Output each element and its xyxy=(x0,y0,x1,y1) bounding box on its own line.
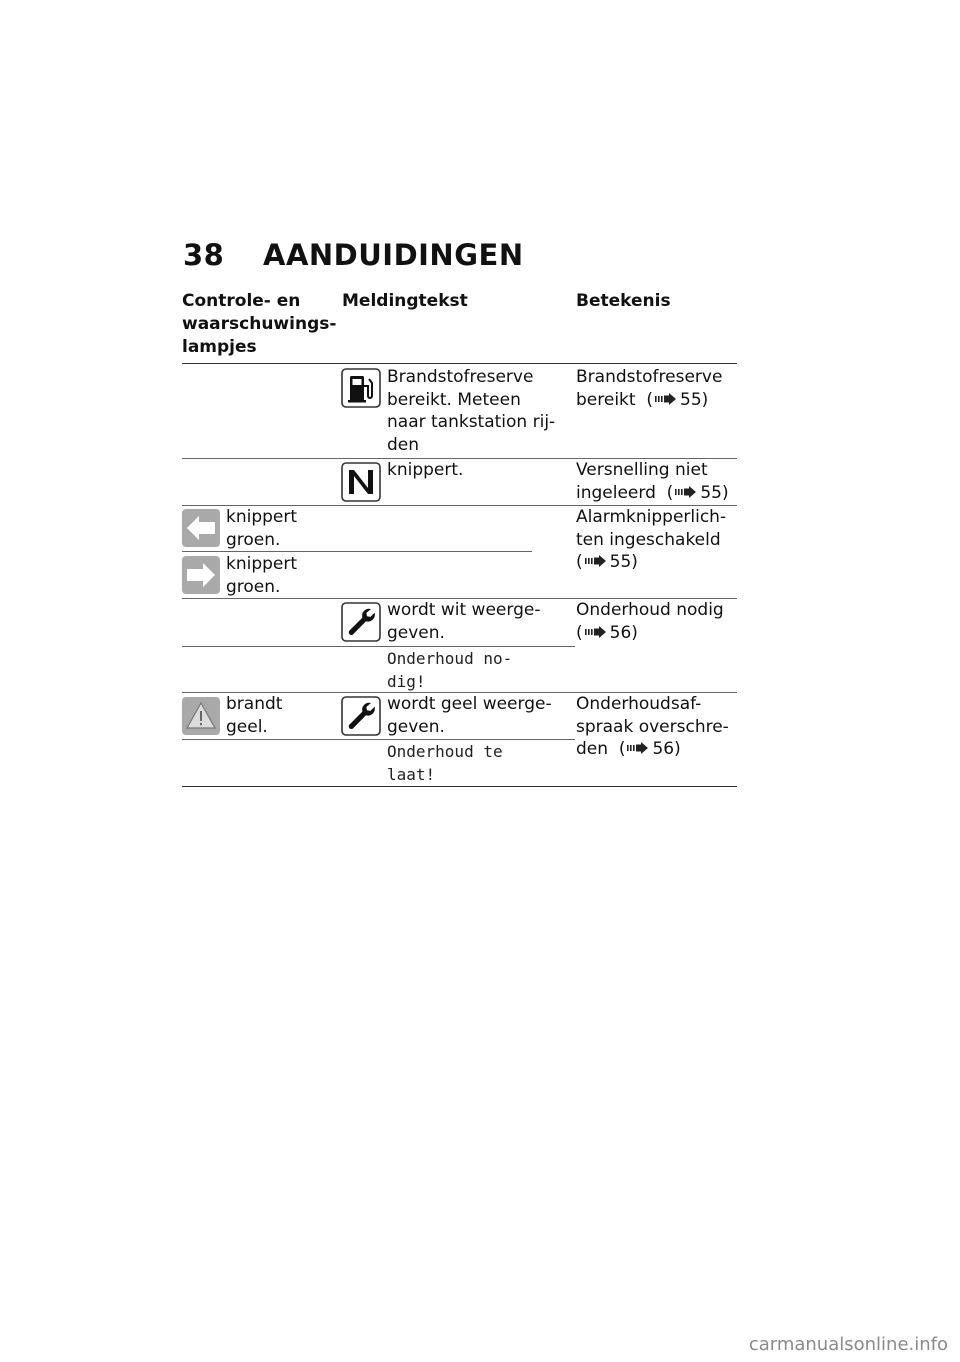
column-header-lamps: Controle- en waarschuwings- lampjes xyxy=(182,291,337,357)
service-overdue-message: wordt geel weerge- geven. xyxy=(387,694,552,737)
page-reference[interactable]: 55) xyxy=(609,552,638,572)
service-meaning: Onderhoud nodig ( 56) xyxy=(576,600,724,643)
service-overdue-display-text: Onderhoud te laat! xyxy=(387,742,503,784)
section-title: AANDUIDINGEN xyxy=(263,238,524,272)
page-number: 38 xyxy=(183,238,225,272)
column-header-meaning: Betekenis xyxy=(576,291,671,311)
page-reference[interactable]: 55) xyxy=(680,389,709,410)
page-reference[interactable]: 56) xyxy=(652,739,681,759)
warning-triangle-icon xyxy=(182,697,220,739)
page-reference[interactable]: 56) xyxy=(609,622,638,643)
warning-lamp-text: brandt geel. xyxy=(226,694,283,737)
table-rule xyxy=(182,551,532,552)
service-overdue-meaning: Onderhoudsaf- spraak overschre- den ( 56) xyxy=(576,694,729,759)
arrow-left-icon xyxy=(182,509,220,551)
table-rule xyxy=(182,786,737,787)
service-display-text: Onderhoud no- dig! xyxy=(387,649,513,691)
left-indicator-text: knippert groen. xyxy=(226,507,298,550)
hazard-meaning: Alarmknipperlich- ten ingeschakeld ( 55) xyxy=(576,507,727,572)
wrench-icon xyxy=(341,696,381,740)
neutral-meaning: Versnelling niet ingeleerd ( 55) xyxy=(576,460,729,503)
page-reference-arrow-icon xyxy=(585,555,607,567)
table-rule xyxy=(182,646,575,647)
table-rule xyxy=(182,363,737,364)
page-reference-arrow-icon xyxy=(627,742,649,754)
right-indicator-text: knippert groen. xyxy=(226,554,298,597)
service-message: wordt wit weerge- geven. xyxy=(387,600,541,643)
neutral-message: knippert. xyxy=(387,460,464,480)
neutral-n-icon xyxy=(341,462,381,506)
page-reference-arrow-icon xyxy=(675,486,697,498)
fuel-pump-icon xyxy=(341,368,381,412)
fuel-meaning: Brandstofreserve bereikt ( 55) xyxy=(576,367,723,410)
arrow-right-icon xyxy=(182,556,220,598)
fuel-message: Brandstofreserve bereikt. Meteen naar tankstation rij- den xyxy=(387,367,556,455)
column-header-message: Meldingtekst xyxy=(342,291,468,311)
page-reference-arrow-icon xyxy=(655,393,677,405)
page-reference-arrow-icon xyxy=(585,626,607,638)
page-reference[interactable]: 55) xyxy=(700,482,729,503)
watermark: carmanualsonline.info xyxy=(748,1334,948,1355)
wrench-icon xyxy=(341,602,381,646)
page-title xyxy=(183,238,524,272)
